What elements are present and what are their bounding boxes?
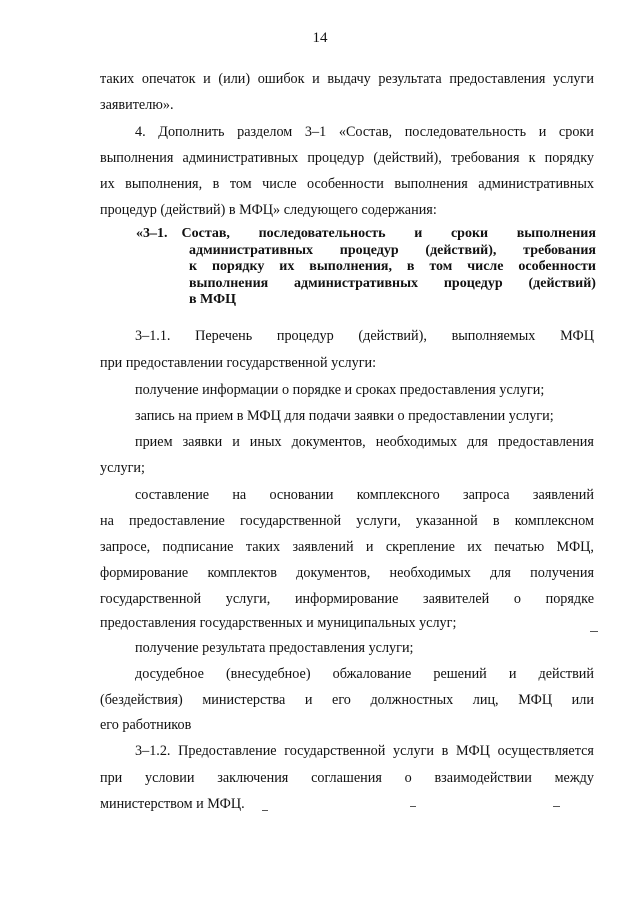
heading-line: административных процедур (действий), требования <box>189 242 596 258</box>
text-line: формирование комплектов документов, необходимых для получения <box>100 565 594 581</box>
text-line: заявителю». <box>100 97 174 113</box>
page-number: 14 <box>312 30 328 46</box>
text-line: министерством и МФЦ. <box>100 796 245 812</box>
scan-mark <box>590 631 598 632</box>
text-line: получение результата предоставления услуги; <box>135 640 414 656</box>
heading-first-row <box>136 226 596 243</box>
text-line: предоставления государственных и муниципальных услуг; <box>100 615 457 631</box>
text-line: при условии заключения соглашения о взаимодействии между <box>100 770 594 786</box>
scan-mark <box>410 806 416 807</box>
text-line: 3–1.2. Предоставление государственной услуги в МФЦ осуществляется <box>135 743 594 759</box>
text-line: прием заявки и иных документов, необходимых для предоставления <box>135 434 594 450</box>
text-line: при предоставлении государственной услуги: <box>100 355 377 371</box>
text-line: получение информации о порядке и сроках предоставления услуги; <box>135 382 545 398</box>
text-line: его работников <box>100 717 192 733</box>
text-line: (бездействия) министерства и его должностных лиц, МФЦ или <box>100 692 594 708</box>
heading-line: Состав, последовательность и сроки выполнения <box>181 226 596 241</box>
scan-mark <box>262 810 268 811</box>
text-line: на предоставление государственной услуги, указанной в комплексном <box>100 513 594 529</box>
text-line: выполнения административных процедур (действий), требования к порядку <box>100 150 594 166</box>
heading-line: к порядку их выполнения, в том числе особенности <box>189 259 596 274</box>
text-line: запись на прием в МФЦ для подачи заявки о предоставлении услуги; <box>135 408 554 424</box>
heading-line: в МФЦ <box>189 292 237 307</box>
heading-line: выполнения административных процедур (действий) <box>189 275 596 291</box>
text-line: процедур (действий) в МФЦ» следующего содержания: <box>100 202 437 218</box>
text-line: государственной услуги, информирование заявителей о порядке <box>100 591 594 607</box>
text-line: запросе, подписание таких заявлений и скрепление их печатью МФЦ, <box>100 539 594 555</box>
text-line: таких опечаток и (или) ошибок и выдачу результата предоставления услуги <box>100 71 594 87</box>
text-line: услуги; <box>100 460 145 476</box>
heading-number: «3–1. <box>136 226 168 241</box>
text-line: составление на основании комплексного запроса заявлений <box>135 487 594 503</box>
text-line: их выполнения, в том числе особенности выполнения административных <box>100 176 594 192</box>
section-heading <box>136 226 596 309</box>
text-line: досудебное (внесудебное) обжалование решений и действий <box>135 666 594 682</box>
scan-mark <box>553 806 560 807</box>
text-line: 4. Дополнить разделом 3–1 «Состав, последовательность и сроки <box>135 124 594 140</box>
text-line: 3–1.1. Перечень процедур (действий), выполняемых МФЦ <box>135 328 594 344</box>
